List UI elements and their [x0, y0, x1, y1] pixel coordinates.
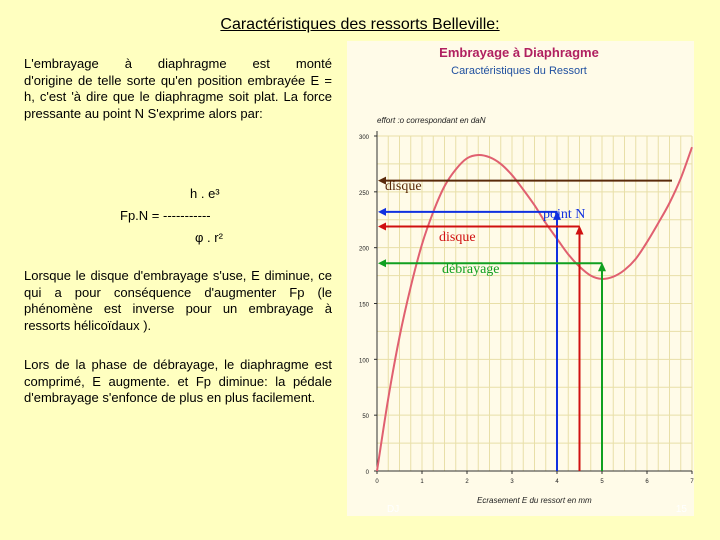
- y-tick-label: 0: [365, 470, 369, 476]
- formula-numerator: h . e³: [190, 186, 220, 201]
- x-tick-label: 0: [375, 479, 379, 485]
- intro-rest: d'origine de telle sorte qu'en position embrayée E = h, c'est 'à dire que le diaphragme soit plat. La force pressante au point N S'exprime alors par:: [24, 72, 332, 121]
- y-tick-label: 150: [358, 302, 369, 309]
- marker-label: disque: [439, 230, 476, 245]
- release-paragraph: Lors de la phase de débrayage, le diaphragme est comprimé, E augmente. et Fp diminue: la pédale d'embrayage s'enfonce de plus en plus facilement.: [24, 357, 332, 405]
- x-axis-label: Ecrasement E du ressort en mm: [477, 496, 592, 505]
- footer-left: DJ: [387, 504, 400, 515]
- intro-paragraph: [24, 56, 332, 122]
- marker-label: débrayage: [442, 262, 500, 277]
- wear-paragraph: Lorsque le disque d'embrayage s'use, E diminue, ce qui a pour conséquence d'augmenter Fp (le phénomène est inverse pour un embrayage à ressorts hélicoïdaux ).: [24, 268, 332, 333]
- intro-word: diaphragme: [157, 56, 227, 71]
- chart-title: Embrayage à Diaphragme: [439, 45, 599, 60]
- x-tick-label: 7: [690, 479, 694, 485]
- x-tick-label: 4: [555, 479, 559, 485]
- force-formula: [120, 183, 223, 249]
- chart-subtitle: Caractéristiques du Ressort: [451, 65, 587, 77]
- x-tick-label: 5: [600, 479, 604, 485]
- y-tick-label: 100: [358, 358, 369, 365]
- intro-word: monté: [295, 56, 332, 71]
- x-tick-label: 6: [645, 479, 649, 485]
- footer-right: 15: [675, 504, 687, 515]
- diaphragm-chart: [347, 41, 694, 516]
- y-axis-label: effort :o correspondant en daN: [377, 116, 486, 125]
- x-tick-label: 3: [510, 479, 514, 485]
- y-tick-label: 50: [362, 414, 369, 421]
- page-title: Caractéristiques des ressorts Belleville:: [220, 16, 500, 33]
- formula-lhs: Fp.N = -----------: [120, 208, 211, 223]
- intro-word: est: [252, 56, 270, 71]
- intro-word: à: [124, 56, 132, 71]
- x-tick-label: 2: [465, 479, 469, 485]
- x-tick-label: 1: [420, 479, 424, 485]
- formula-denominator: φ . r²: [195, 230, 223, 245]
- y-tick-label: 250: [358, 190, 369, 197]
- marker-label: point N: [543, 207, 586, 222]
- intro-first-line: [24, 56, 332, 73]
- intro-word: L'embrayage: [24, 56, 99, 71]
- y-tick-label: 300: [358, 135, 369, 141]
- marker-label: disque: [385, 179, 422, 194]
- y-tick-label: 200: [358, 246, 369, 253]
